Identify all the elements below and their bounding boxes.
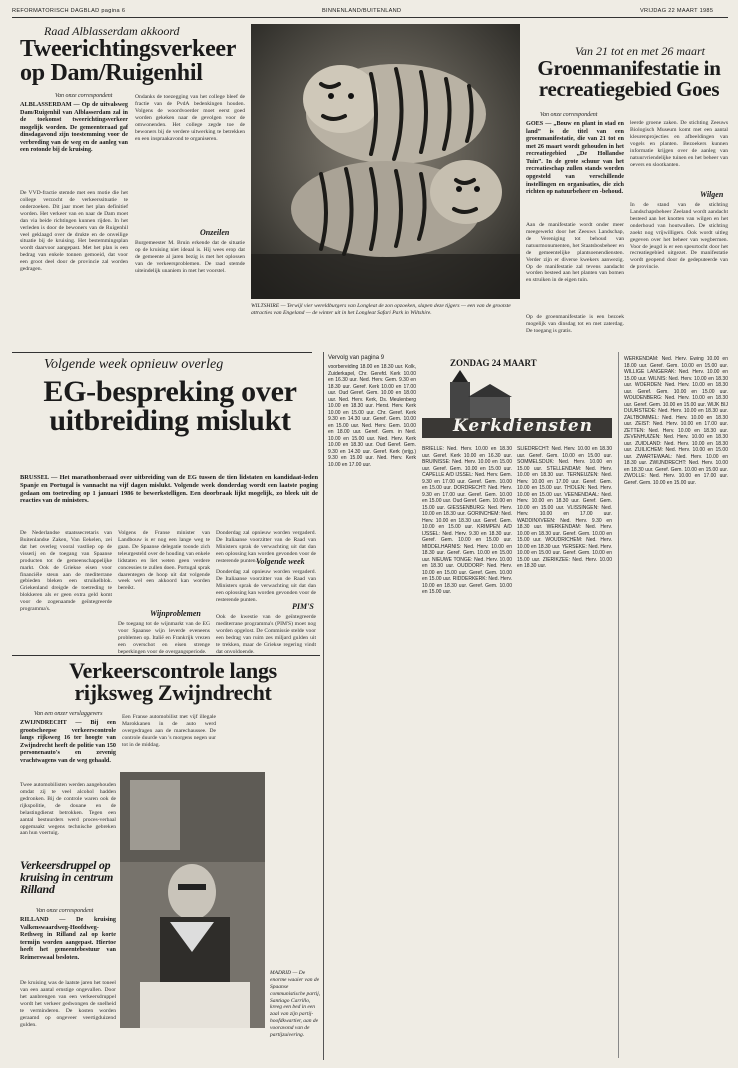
runninghead-center: BINNENLAND/BUITENLAND	[322, 8, 402, 14]
verkeer-body2: Een Franse automobilist met vijf illegale Marokkanen in de auto werd overgedragen aan de marechaussee. De controle duurde van 's morgens negen uur tot in de middag.	[122, 714, 216, 748]
zwijndrecht-top-kicker: Raad Alblasserdam akkoord	[44, 24, 180, 38]
madrid-caption: MADRID — De enorme waaier van de Spaanse communistische partij, Santiago Carrillo, kreeg een bed in een zaal van zijn partij-hoofdkwartier, aan de vooravond van de partijzuivering.	[270, 970, 321, 1038]
eg-subhead2: Volgende week	[256, 557, 305, 566]
goes-byline: Van onze correspondent	[540, 112, 598, 118]
verkeer-headline: Verkeerscontrole langs rijksweg Zwijndrecht	[69, 658, 277, 705]
eg-body4a: Donderdag zal opnieuw worden vergaderd. De Italiaanse voorzitter van de Raad van Ministers sprak de verwachting uit dat dan een oplossing kan worden gevonden voor de resterende punten.	[216, 530, 316, 564]
zwijndrecht-top-body2: Ondanks de toezegging van het college bleef de fractie van de PvdA bedenkingen houden. Volgens de woordvoerder moet eerst goed worden gekeken naar de gevolgen voor de omwonenden. Het college zegde toe de bewoners bij de verdere uitwerking te betrekken en een inspraakavond te organiseren.	[135, 94, 245, 142]
zwijndrecht-top-subhead: Onzeilen	[200, 228, 230, 237]
rilland-body1: De kruising was de laatste jaren het toneel van een aantal ernstige ongevallen. Door het aanbrengen van een verkeersdruppel wordt het verkeer gedwongen de snelheid te verminderen. De kosten worden geraamd op ongeveer veertigduizend gulden.	[20, 980, 116, 1028]
eg-body3: De toegang tot de wijnmarkt van de EG voor Spaanse wijn leverde eveneens problemen op. Italië en Frankrijk vrezen een overschot en eisen strenge beperkingen voor de overgangsperiode.	[118, 621, 210, 655]
goes-body4: In de stand van de stichting Landschapsbeheer Zeeland wordt aandacht besteed aan het knotten van wilgen en het onderhoud van houtwallen. De stichting zoekt nog vrijwilligers. Ook wordt uitleg gegeven over het beheer van wegbermen. Voor de jeugd is er een speurtocht door het recreatiegebied uitgezet. De manifestatie wordt geopend door de gedeputeerde van de provincie.	[630, 202, 728, 271]
rilland-headline: Verkeersdruppel op kruising in centrum Rilland	[20, 858, 114, 896]
goes-body1: Aan de manifestatie wordt onder meer meegewerkt door het Zeeuws Landschap, de Vereniging tot behoud van natuurmonumenten, het Staatsbosbeheer en de gemeentelijke plantsoenendiensten. Verder zijn er diverse kwekers aanwezig. Op de manifestatie zal tevens aandacht worden besteed aan het planten van bomen en struiken in de eigen tuin.	[526, 222, 624, 284]
eg-subhead1: Wijnproblemen	[150, 609, 201, 618]
tiger-illustration	[251, 24, 520, 299]
eg-kicker: Volgende week opnieuw overleg	[44, 357, 224, 372]
kerkdiensten-col3: WERKENDAM: Ned. Herv. Ewing 10.00 en 18.00 uur. Geref. Gem. 10.00 en 15.00 uur. WILLIGE LANGERAK: Ned. Herv. 10.00 en 15.00 uur. WILNIS: Ned. Herv. 10.00 en 18.30 uur. WOERDEN: Ned. Herv. 10.00 en 18.30 uur. Geref. Gem. 10.00 en 15.00 uur. WOUDENBERG: Ned. Herv. 10.00 en 18.30 uur. Geref. Gem. 10.00 en 15.00 uur. WIJK BIJ DUURSTEDE: Ned. Herv. 10.00 en 18.30 uur. ZALTBOMMEL: Ned. Herv. 10.00 en 18.30 uur. ZEIST: Ned. Herv. 10.00 en 17.00 uur. ZETTEN: Ned. Herv. 10.00 en 18.30 uur. ZEVENHUIZEN: Ned. Herv. 10.00 en 18.30 uur. ZUIDLAND: Ned. Herv. 10.00 en 18.30 uur. ZUILICHEM: Ned. Herv. 10.00 en 15.00 uur. ZWARTEWAAL: Ned. Herv. 10.00 en 18.30 uur. ZWIJNDRECHT: Ned. Herv. 10.00 en 18.30 uur. Geref. Gem. 10.00 en 15.00 uur. ZWOLLE: Ned. Herv. 10.00 en 17.00 uur. Geref. Gem. 10.00 en 15.00 uur.	[624, 356, 728, 486]
zwijndrecht-top-body3: Burgemeester M. Bruin erkende dat de situatie op de kruising niet ideaal is. Hij wees erop dat de gemeente al jaren bezig is met het oplossen van de verkeersproblemen. De raad stemde uiteindelijk unaniem in met het voorstel.	[135, 240, 245, 274]
eg-body5: Ook de kwestie van de geïntegreerde mediterrane programma's (PIM'S) moet nog worden opgelost. De Commissie stelde voor een bedrag van ruim zes miljard gulden uit te trekken, maar de Griekse regering vindt dat onvoldoende.	[216, 614, 316, 655]
goes-subhead: Wilgen	[700, 190, 724, 199]
mid-rule-left	[12, 352, 312, 353]
zwijndrecht-top-headline: Tweerichtingsverkeer op Dam/Ruigenhil	[20, 36, 236, 86]
kerkdiensten-banner-title: Kerkdiensten	[452, 416, 594, 436]
tiger-photo	[251, 24, 520, 299]
runninghead-left: REFORMATORISCH DAGBLAD pagina 6	[12, 8, 126, 14]
kerkdiensten-banner	[422, 372, 612, 440]
rilland-lead: RILLAND — De kruising Valkenswaardweg-Hoofdweg-Rethweg in Rilland zal op korte termijn worden aangepast. Hiertoe heeft het gemeentebestuur van Reimerswaal besloten.	[20, 916, 116, 961]
goes-kicker: Van 21 tot en met 26 maart	[575, 44, 705, 58]
madrid-illustration	[120, 772, 265, 1028]
goes-body3: leerde groene zaken. De stichting Zeeuws Biologisch Museum komt met een aantal kleurenprojecties en afbeeldingen van vogels en planten. Bezoekers kunnen informatie krijgen over de aanleg van natuurvriendelijke tuinen en het beheer van oevers en slootkanten.	[630, 120, 728, 168]
column-divider-right	[618, 352, 619, 1058]
vervolg-body: voorbereiding 18.00 en 18.30 uur. Kolk, Zuiderkapel, Chr. Gerefd. Kerk 10.00 en 16.30 uur. Ned. Herv. Gem. 9.30 en 18.30 uur. Geref. Kerk 10.00 en 17.00 uur. Oud Geref. Gem. 10.00 en 18.00 uur. Ned. Herv. Kerk, Ds. Meulenberg 10.00 en 18.30 uur. Herst. Herv. Kerk 10.00 en 15.00 uur. Chr. Geref. Kerk 9.30 en 14.30 uur. Geref. Gem. 10.00 en 15.00 uur. Ned. Herv. Gem. 10.00 en 18.00 uur. Geref. Gem. in Ned. 10.00 en 15.00 uur. Ned. Herv. Kerk 10.00 en 18.30 uur. Oud Geref. Gem. 9.30 en 14.30 uur. Geref. Kerk (vrijg.) 9.30 en 15.00 uur. Ned. Herv. Kerk 10.00 en 17.00 uur.	[328, 364, 416, 468]
kerkdiensten-date: ZONDAG 24 MAART	[450, 358, 537, 368]
verkeer-byline: Van een onzer verslaggevers	[34, 711, 103, 717]
verkeer-lead: ZWIJNDRECHT — Bij een grootscheepse verkeerscontrole langs rijksweg 16 ter hoogte van Zwijndrecht heeft de politie van 150 personenauto's en zevenig vrachtwagens van de weg gehaald.	[20, 719, 116, 764]
eg-body4: Donderdag zal opnieuw worden vergaderd. De Italiaanse voorzitter van de Raad van Ministers sprak de verwachting uit dat dan een oplossing kan worden gevonden voor de resterende punten.	[216, 569, 316, 603]
zwijndrecht-top-byline: Van onze correspondent	[55, 93, 113, 99]
goes-body2: Op de groenmanifestatie is een bezoek mogelijk van dinsdag tot en met zaterdag. De toegang is gratis.	[526, 314, 624, 334]
kerkdiensten-col1: BRIELLE: Ned. Herv. 10.00 en 18.30 uur. Geref. Kerk 10.00 en 16.30 uur. BRUINISSE: Ned. Herv. 10.00 en 15.00 uur. Geref. Gem. 10.00 en 15.00 uur. CAPELLE A/D IJSSEL: Ned. Herv. Gem. 9.30 en 17.00 uur. Geref. Gem. 10.00 en 15.00 uur. DORDRECHT: Ned. Herv. 9.30 en 17.00 uur. Geref. Gem. 10.00 en 15.00 uur. Oud Geref. Gem. 10.00 en 15.00 uur. GIESSENBURG: Ned. Herv. 10.00 en 18.30 uur. GORINCHEM: Ned. Herv. 10.00 en 18.30 uur. Geref. Gem. 10.00 en 15.00 uur. KRIMPEN A/D IJSSEL: Ned. Herv. 9.30 en 18.30 uur. Geref. Gem. 10.00 en 15.00 uur. MIDDELHARNIS: Ned. Herv. 10.00 en 18.30 uur. Geref. Gem. 10.00 en 15.00 uur. NIEUWE TONGE: Ned. Herv. 10.00 en 18.30 uur. OUDDORP: Ned. Herv. 10.00 en 15.00 uur. Geref. Gem. 10.00 en 15.00 uur. RIDDERKERK: Ned. Herv. 10.00 en 18.30 uur. Geref. Gem. 10.00 en 15.00 uur.	[422, 446, 512, 595]
eg-subhead3: PIM'S	[292, 602, 314, 611]
verkeer-body1: Twee automobilisten werden aangehouden omdat zij te veel alcohol hadden gedronken. Bij de controle waren ook de rijkspolitie, de douane en de belastingdienst betrokken. Tegen een aantal bestuurders werd proces-verbaal opgemaakt wegens technische gebreken aan hun voertuig.	[20, 782, 116, 837]
zwijndrecht-top-body1: De VVD-fractie stemde met een motie die het college verzocht de verkeerssituatie te onderzoeken. Dit jaar moet het plan definitief worden. Het verkeer van en naar de Dam moet dan via beide richtingen kunnen rijden. In het verleden is door de bewoners van de Ruigenhil veel geklaagd over de drukte en de onveilige situatie bij de kruising. Het bestemmingsplan wordt daarvoor aangepast. Met het plan is een bedrag van enkele tonnen gemoeid, dat voor een groot deel door de provincie zal worden gedragen.	[20, 190, 128, 273]
eg-body2: Volgens de Franse minister van Landbouw is er nog een lange weg te gaan. De Spaanse delegatie toonde zich teleurgesteld over de houding van enkele lidstaten en liet weten geen verdere concessies te zullen doen. Portugal sprak daarentegen de hoop uit dat volgende week wel een akkoord kan worden bereikt.	[118, 530, 210, 592]
mid-rule-left-2	[12, 655, 320, 656]
goes-headline: Groenmanifestatie in recreatiegebied Goes	[537, 56, 721, 101]
kerkdiensten-col2: SLIEDRECHT: Ned. Herv. 10.00 en 18.30 uur. Geref. Gem. 10.00 en 15.00 uur. SOMMELSDIJK: Ned. Herv. 10.00 en 15.00 uur. STELLENDAM: Ned. Herv. 10.00 en 18.30 uur. TERNEUZEN: Ned. Herv. 10.00 en 17.00 uur. Geref. Gem. 10.00 en 15.00 uur. THOLEN: Ned. Herv. 10.00 en 15.00 uur. VEENENDAAL: Ned. Herv. 10.00 en 18.30 uur. Geref. Gem. 10.00 en 15.00 uur. VLISSINGEN: Ned. Herv. 10.00 en 17.00 uur. WADDINXVEEN: Ned. Herv. 9.30 en 18.30 uur. WERKENDAM: Ned. Herv. 10.00 en 18.30 uur. Geref. Gem. 10.00 en 15.00 uur. WOUDRICHEM: Ned. Herv. 10.00 en 18.30 uur. YERSEKE: Ned. Herv. 10.00 en 15.00 uur. Geref. Gem. 10.00 en 15.00 uur. ZIERIKZEE: Ned. Herv. 10.00 en 18.30 uur.	[517, 446, 612, 569]
goes-lead: GOES — „Bouw en plant in stad en land” is de titel van een groenmanifestatie, die van 21 tot en met 26 maart wordt gehouden in het recreatiegebied „De Hollandse Tuin”. In de grote schuur van het recreatieschap zullen stands worden opgesteld van verschillende instellingen en organisaties, die zich richten op natuurbeheer en -behoud.	[526, 120, 624, 196]
madrid-photo	[120, 772, 265, 1028]
tiger-caption: WILTSHIRE — Terwijl vier wereldburgers van Longleat de zon opzoeken, slapen deze tijgers — een van de grootste attracties van Engeland — de winter uit in het Longleat Safari Park in Wiltshire.	[251, 303, 511, 316]
runninghead-right: VRIJDAG 22 MAART 1985	[640, 8, 714, 14]
eg-headline: EG-bespreking over uitbreiding mislukt	[43, 375, 297, 438]
zwijndrecht-top-lead: ALBLASSERDAM — Op de uitvalsweg Dam/Ruigenhil van Alblasserdam zal in de toekomst tweerichtingsverkeer mogelijk worden. De gemeenteraad gaf dinsdagavond zijn toestemming voor de verbreding van de weg en de aanleg van een rotonde bij de kruising.	[20, 101, 128, 154]
vervolg-head: Vervolg van pagina 9	[328, 355, 385, 361]
rilland-byline: Van onze correspondent	[36, 908, 94, 914]
column-divider	[323, 352, 324, 1060]
top-rule	[12, 17, 728, 18]
eg-body1: De Nederlandse staatssecretaris van Buitenlandse Zaken, Van Eekelen, zei dat het overleg vooral vastliep op de visserij en de toegang van Spaanse producten tot de gemeenschappelijke markt. Ook de Griekse eisen voor financiële steun aan de mediterrane gebieden bleken een struikelblok. Griekenland dreigde de toetreding te blokkeren als er geen extra geld komt voor de zogenaamde geïntegreerde programma's.	[20, 530, 112, 613]
eg-lead: BRUSSEL — Het marathonberaad over uitbreiding van de EG tussen de tien lidstaten en kandidaat-leden Spanje en Portugal is vannacht na vijf dagen mislukt. Volgende week donderdag wordt een laatste poging gedaan om toetreding op 1 januari 1986 te bewerkstelligen. Een doorbraak lijkt mogelijk, zo bleek uit de reacties van de ministers.	[20, 474, 318, 505]
